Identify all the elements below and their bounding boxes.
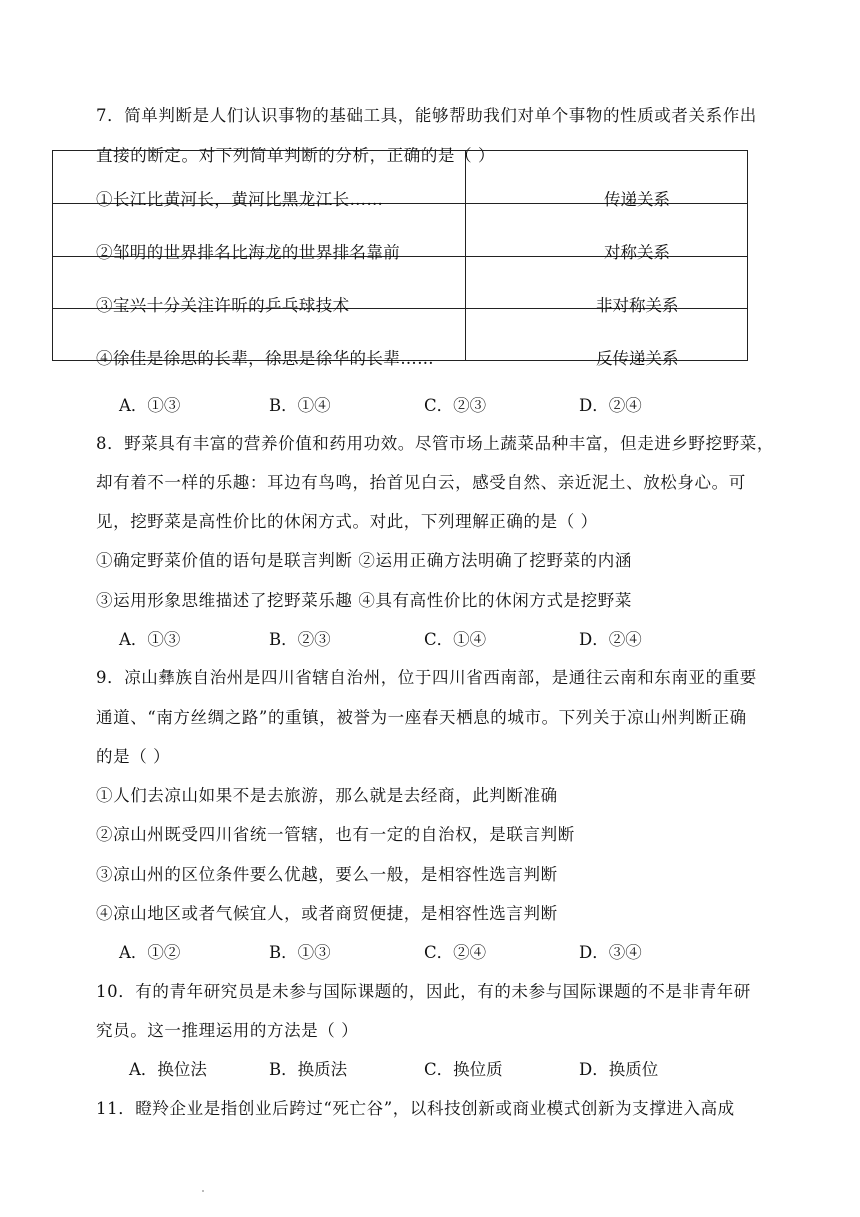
q8-option-b[interactable]: B．②③ [269, 630, 331, 649]
q8-option-d[interactable]: D．②④ [579, 630, 642, 649]
page-mark [202, 1190, 204, 1192]
q7-stem-line2: 直接的断定。对下列简单判断的分析，正确的是（ ） [96, 146, 496, 165]
q9-stem-line3: 的是（ ） [96, 747, 171, 766]
q7-option-b[interactable]: B．①④ [269, 396, 331, 415]
q8-stem-line1: 8．野菜具有丰富的营养价值和药用功效。尽管市场上蔬菜品种丰富，但走进乡野挖野菜， [96, 434, 774, 453]
q10-stem-line1: 10．有的青年研究员是未参与国际课题的，因此，有的未参与国际课题的不是非青年研 [96, 982, 751, 1001]
q9-option-c[interactable]: C．②④ [424, 943, 487, 962]
q8-stem-line3: 见，挖野菜是高性价比的休闲方式。对此，下列理解正确的是（ ） [96, 512, 598, 531]
q9-stem-line2: 通道、“南方丝绸之路”的重镇，被誉为一座春天栖息的城市。下列关于凉山州判断正确 [96, 708, 747, 727]
q10-option-d[interactable]: D．换质位 [579, 1060, 659, 1079]
q7-row3-relation: 非对称关系 [596, 296, 679, 315]
q10-option-a[interactable]: A．换位法 [129, 1060, 207, 1079]
q9-option-d[interactable]: D．③④ [579, 943, 642, 962]
q7-row3-statement: ③宝兴十分关注许昕的乒乓球技术 [96, 296, 350, 315]
q8-stem-line2: 却有着不一样的乐趣：耳边有鸟鸣，抬首见白云，感受自然、亲近泥土、放松身心。可 [96, 473, 746, 492]
q9-item3: ③凉山州的区位条件要么优越，要么一般，是相容性选言判断 [96, 865, 558, 884]
q8-item-row1: ①确定野菜价值的语句是联言判断 ②运用正确方法明确了挖野菜的内涵 [96, 551, 632, 570]
q10-stem-line2: 究员。这一推理运用的方法是（ ） [96, 1021, 359, 1040]
q7-row2-relation: 对称关系 [604, 243, 670, 262]
q9-option-b[interactable]: B．①③ [269, 943, 331, 962]
q7-row1-relation: 传递关系 [604, 190, 670, 209]
q9-option-a[interactable]: A．①② [119, 943, 181, 962]
q7-row4-statement: ④徐佳是徐思的长辈，徐思是徐华的长辈…… [96, 349, 434, 368]
q8-option-a[interactable]: A．①③ [119, 630, 181, 649]
q7-option-a[interactable]: A．①③ [119, 396, 181, 415]
q7-row4-relation: 反传递关系 [596, 349, 679, 368]
q8-option-c[interactable]: C．①④ [424, 630, 487, 649]
q10-option-c[interactable]: C．换位质 [424, 1060, 503, 1079]
q7-stem-line1: 7．简单判断是人们认识事物的基础工具，能够帮助我们对单个事物的性质或者关系作出 [96, 106, 757, 125]
table-column-divider [465, 150, 466, 361]
q10-option-b[interactable]: B．换质法 [269, 1060, 348, 1079]
q8-item-row2: ③运用形象思维描述了挖野菜乐趣 ④具有高性价比的休闲方式是挖野菜 [96, 591, 632, 610]
q9-item2: ②凉山州既受四川省统一管辖，也有一定的自治权，是联言判断 [96, 825, 575, 844]
q7-option-d[interactable]: D．②④ [579, 396, 642, 415]
q11-stem-line1: 11．瞪羚企业是指创业后跨过“死亡谷”，以科技创新或商业模式创新为支撑进入高成 [96, 1099, 735, 1118]
q7-option-c[interactable]: C．②③ [424, 396, 487, 415]
q7-row2-statement: ②邹明的世界排名比海龙的世界排名靠前 [96, 243, 401, 262]
q9-stem-line1: 9．凉山彝族自治州是四川省辖自治州，位于四川省西南部，是通往云南和东南亚的重要 [96, 668, 757, 687]
q9-item4: ④凉山地区或者气候宜人，或者商贸便捷，是相容性选言判断 [96, 904, 558, 923]
q7-row1-statement: ①长江比黄河长，黄河比黑龙江长…… [96, 190, 384, 209]
q9-item1: ①人们去凉山如果不是去旅游，那么就是去经商，此判断准确 [96, 786, 558, 805]
